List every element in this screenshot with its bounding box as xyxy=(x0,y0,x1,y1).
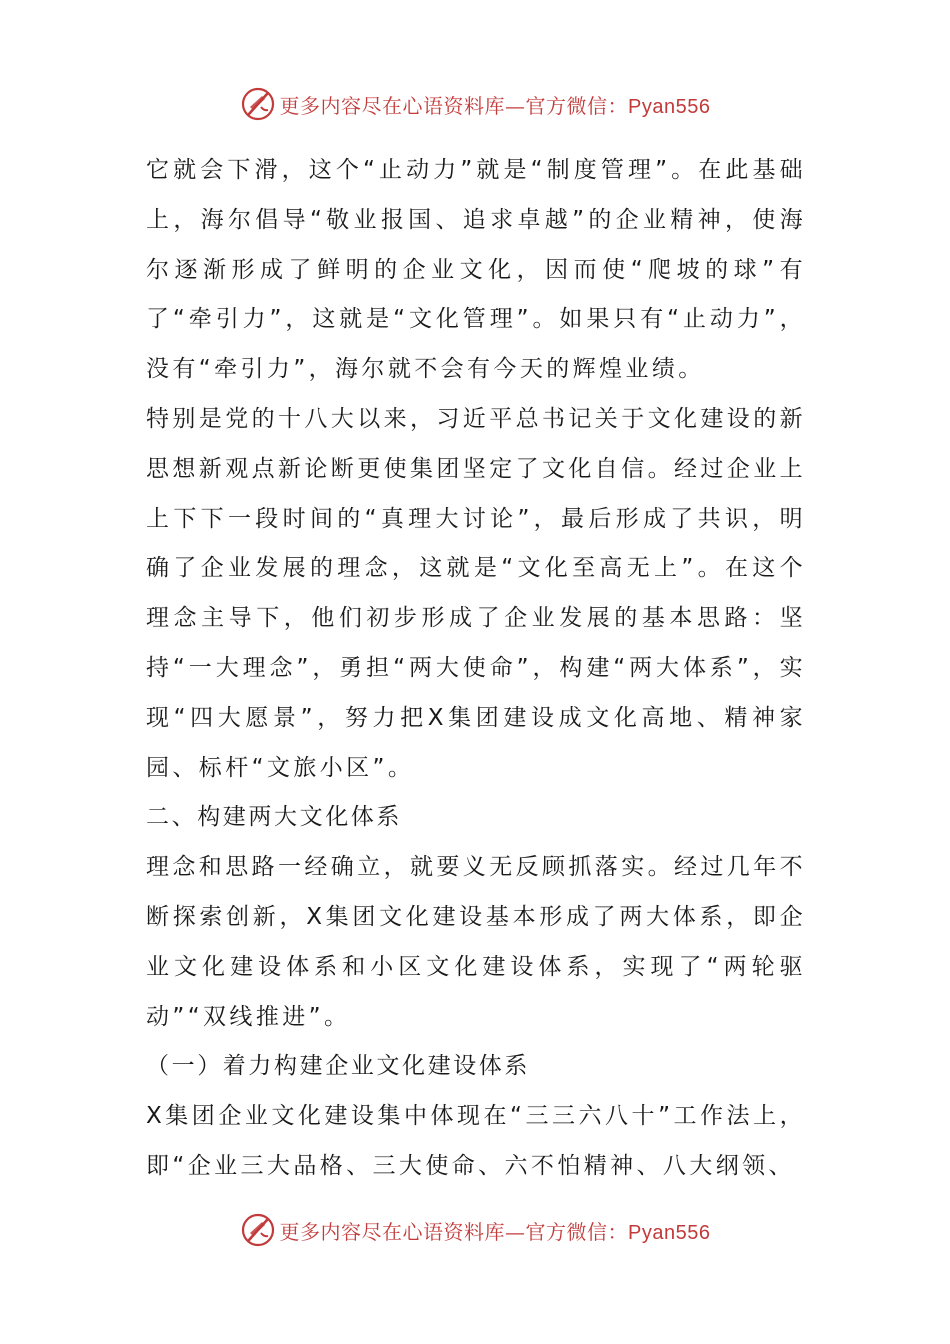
watermark-wechat-id: Pyan556 xyxy=(628,1221,711,1244)
quill-pen-logo-icon xyxy=(240,1212,276,1248)
watermark-text-cn: 更多内容尽在心语资料库—官方微信： xyxy=(279,93,629,118)
paragraph-cultural-confidence: 特别是党的十八大以来，习近平总书记关于文化建设的新思想新观点新论断更使集团坚定了文化自信。经过企业上上下下一段时间的“真理大讨论”，最后形成了共识，明确了企业发展的理念，这就是“文化至高无上”。在这个理念主导下，他们初步形成了企业发展的基本思路：坚持“一大理念”，勇担“两大使命”，构建“两大体系”，实现“四大愿景”，努力把X集团建设成文化高地、精神家园、标杆“文旅小区”。 xyxy=(146,405,806,781)
watermark-banner-bottom xyxy=(0,1210,950,1250)
section-heading-two-systems: 二、构建两大文化体系 xyxy=(146,804,402,831)
quill-pen-logo-icon xyxy=(240,86,276,122)
watermark-text-cn: 更多内容尽在心语资料库—官方微信： xyxy=(279,1219,629,1244)
watermark-text xyxy=(280,90,711,119)
paragraph-haier-culture: 它就会下滑，这个“止动力”就是“制度管理”。在此基础上，海尔倡导“敬业报国、追求卓越”的企业精神，使海尔逐渐形成了鲜明的企业文化，因而使“爬坡的球”有了“牵引力”，这就是“文化管理”。如果只有“止动力”，没有“牵引力”，海尔就不会有今天的辉煌业绩。 xyxy=(146,157,806,383)
subsection-heading-enterprise-culture: （一）着力构建企业文化建设体系 xyxy=(146,1053,530,1080)
watermark-text xyxy=(280,1216,711,1245)
watermark-banner-top xyxy=(0,84,950,124)
watermark-wechat-id: Pyan556 xyxy=(628,95,711,118)
document-body xyxy=(146,146,806,1192)
paragraph-work-method: X集团企业文化建设集中体现在“三三六八十”工作法上，即“企业三大品格、三大使命、六不怕精神、八大纲领、 xyxy=(146,1103,806,1179)
watermark-group xyxy=(240,86,711,122)
paragraph-implementation: 理念和思路一经确立，就要义无反顾抓落实。经过几年不断探索创新，X集团文化建设基本形成了两大体系，即企业文化建设体系和小区文化建设体系，实现了“两轮驱动”“双线推进”。 xyxy=(146,854,806,1030)
watermark-group xyxy=(240,1212,711,1248)
